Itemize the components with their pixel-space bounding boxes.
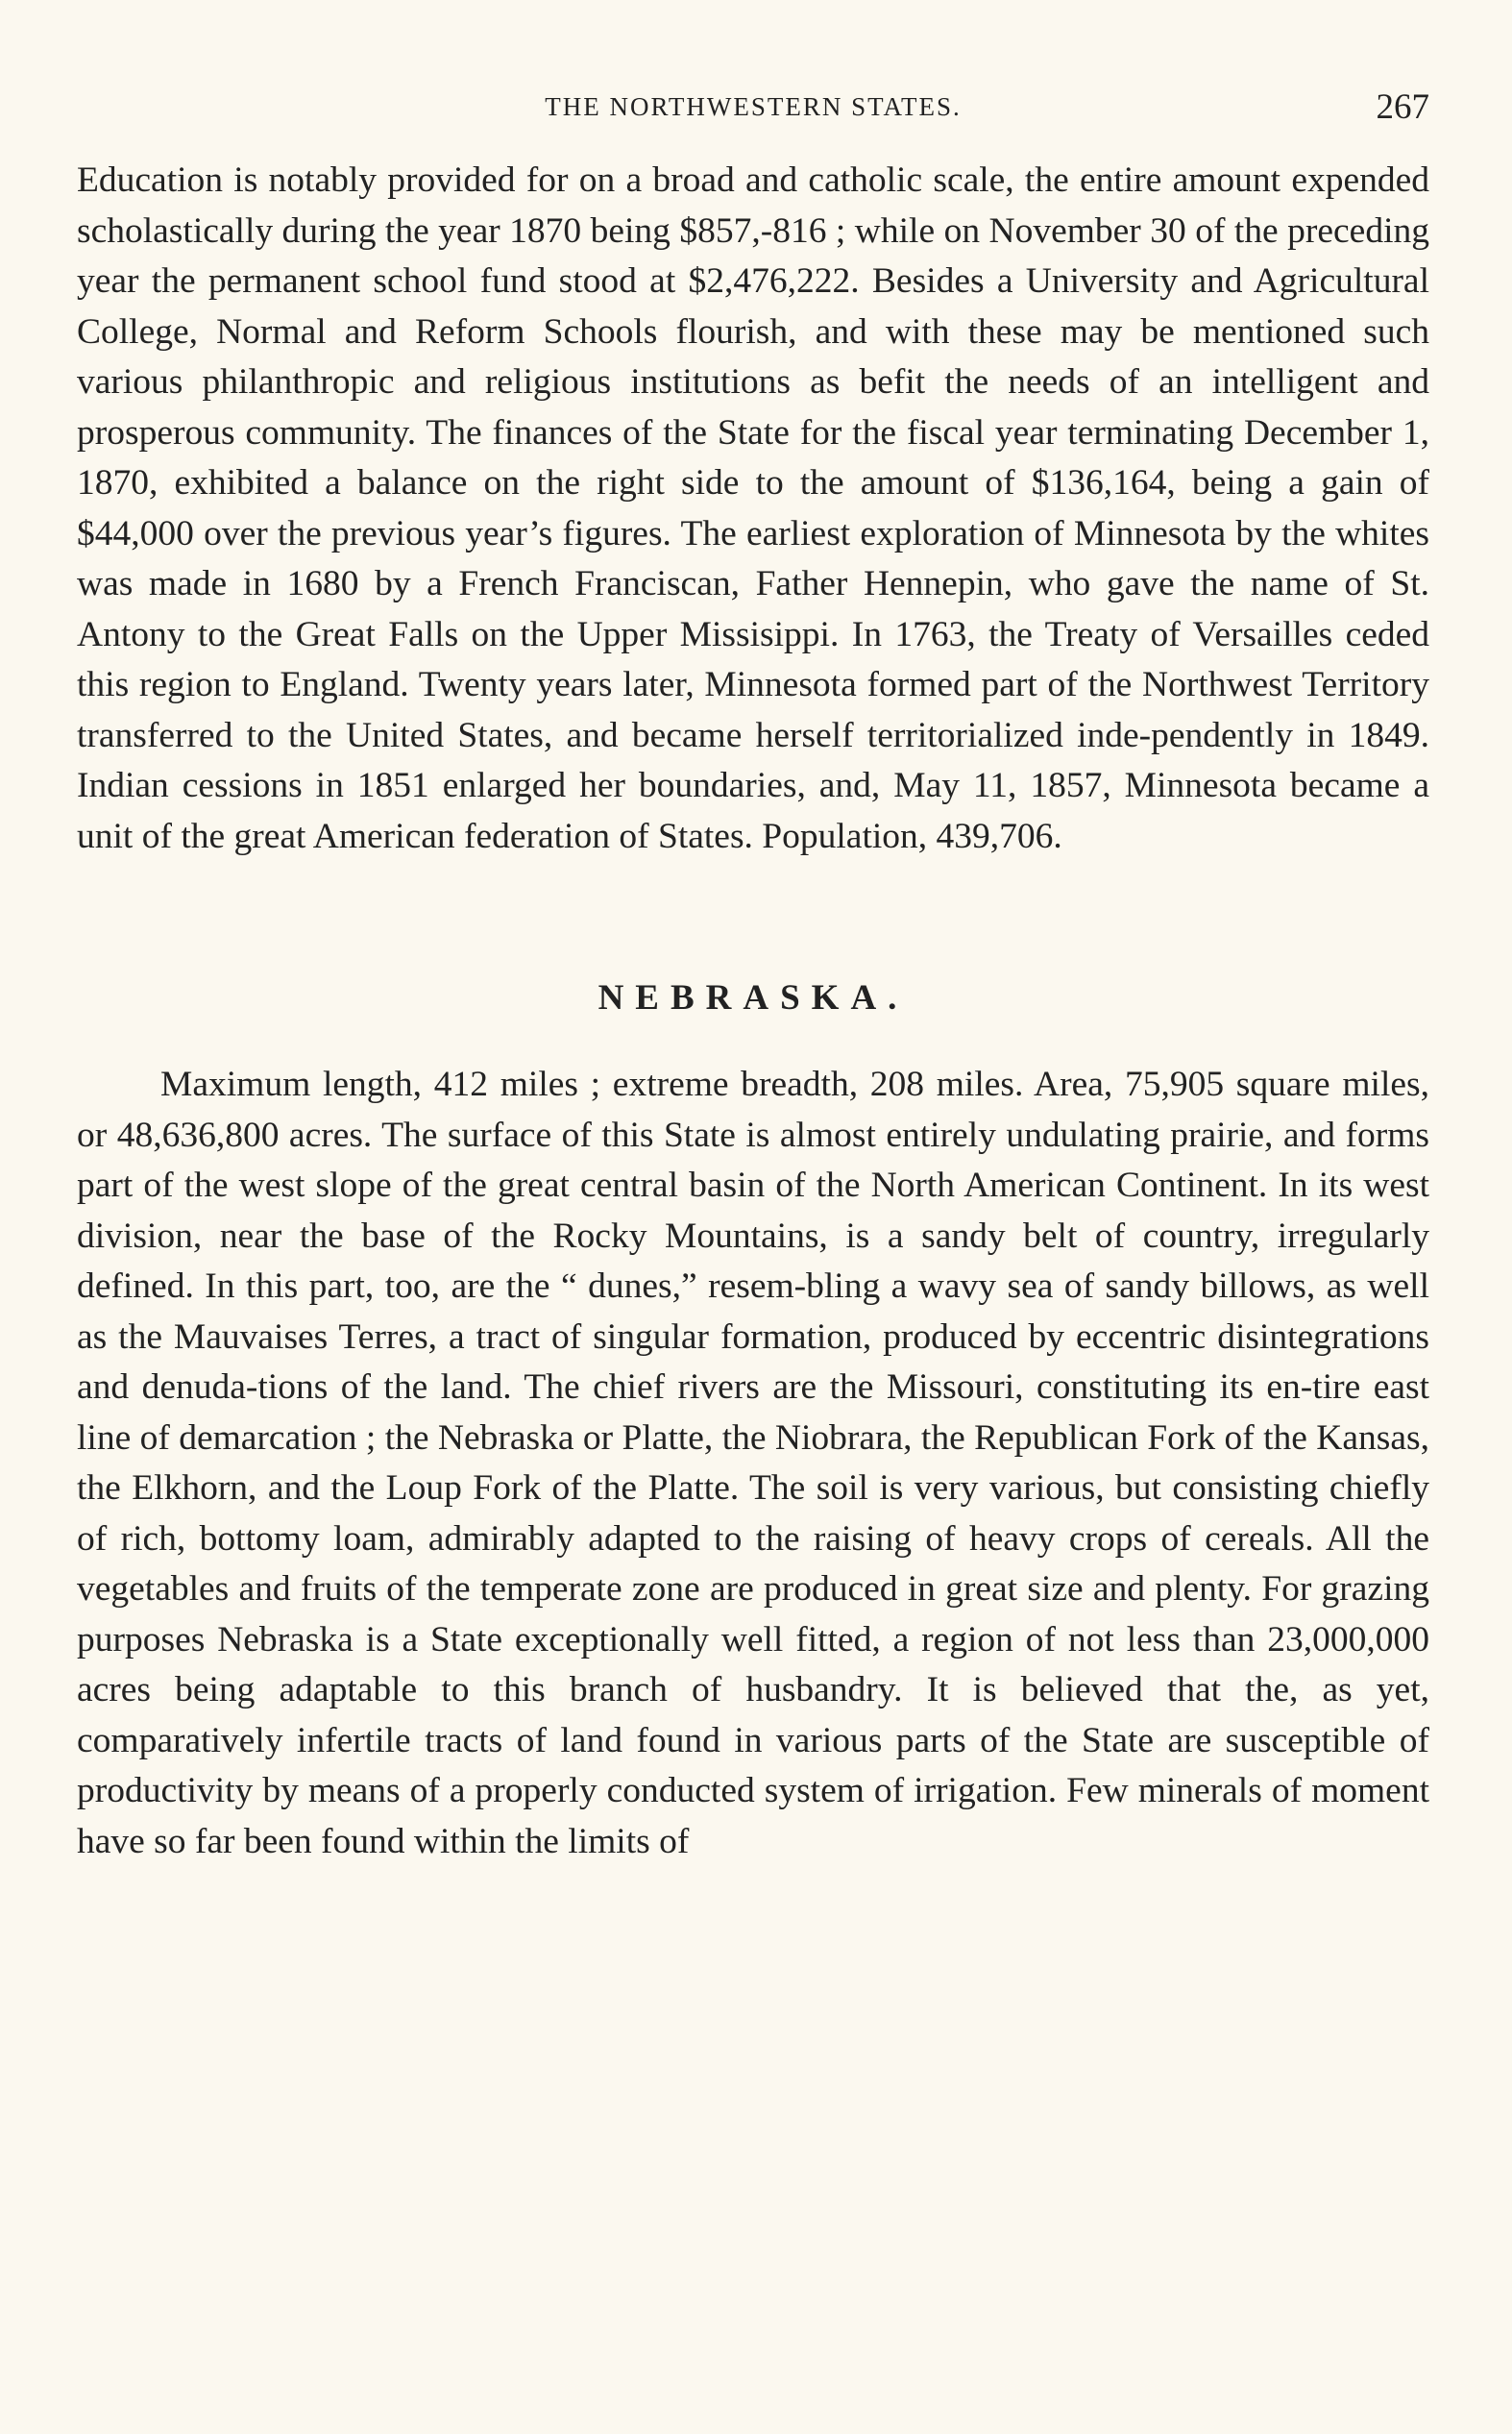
running-title: THE NORTHWESTERN STATES. [545,92,962,121]
page-number: 267 [1376,87,1429,127]
minnesota-paragraph: Education is notably provided for on a broad and catholic scale, the entire amount expended scholastically during the year 1870 being $857,-816 ; while on November 30 of the preceding year the permanent school fund stood at $2,476,222. Besides a University and Agricultural College, Normal and Reform Schools flourish, and with these may be mentioned such various philanthropic and religious institutions as befit the needs of an intelligent and prosperous community. The finances of the State for the fiscal year terminating December 1, 1870, exhibited a balance on the right side to the amount of $136,164, being a gain of $44,000 over the previous year’s figures. The earliest exploration of Minnesota by the whites was made in 1680 by a French Franciscan, Father Hennepin, who gave the name of St. Antony to the Great Falls on the Upper Missisippi. In 1763, the Treaty of Versailles ceded this region to England. Twenty years later, Minnesota formed part of the Northwest Territory transferred to the United States, and became herself territorialized inde-pendently in 1849. Indian cessions in 1851 enlarged her boundaries, and, May 11, 1857, Minnesota became a unit of the great American federation of States. Population, 439,706. [77,160,1429,856]
section-heading-nebraska: NEBRASKA. [597,978,909,1018]
book-page [77,86,1429,1867]
running-head [77,86,1429,138]
nebraska-paragraph: Maximum length, 412 miles ; extreme breadth, 208 miles. Area, 75,905 square miles, or 48,636,800 acres. The surface of this State is almost entirely undulating prairie, and forms part of the west slope of the great central basin of the North American Continent. In its west division, near the base of the Rocky Mountains, is a sandy belt of country, irregularly defined. In this part, too, are the “ dunes,” resem-bling a wavy sea of sandy billows, as well as the Mauvaises Terres, a tract of singular formation, produced by eccentric disintegrations and denuda-tions of the land. The chief rivers are the Missouri, constituting its en-tire east line of demarcation ; the Nebraska or Platte, the Niobrara, the Republican Fork of the Kansas, the Elkhorn, and the Loup Fork of the Platte. The soil is very various, but consisting chiefly of rich, bottomy loam, admirably adapted to the raising of heavy crops of cereals. All the vegetables and fruits of the temperate zone are produced in great size and plenty. For grazing purposes Nebraska is a State exceptionally well fitted, a region of not less than 23,000,000 acres being adaptable to this branch of husbandry. It is believed that the, as yet, comparatively infertile tracts of land found in various parts of the State are susceptible of productivity by means of a properly conducted system of irrigation. Few minerals of moment have so far been found within the limits of [77,1065,1429,1861]
